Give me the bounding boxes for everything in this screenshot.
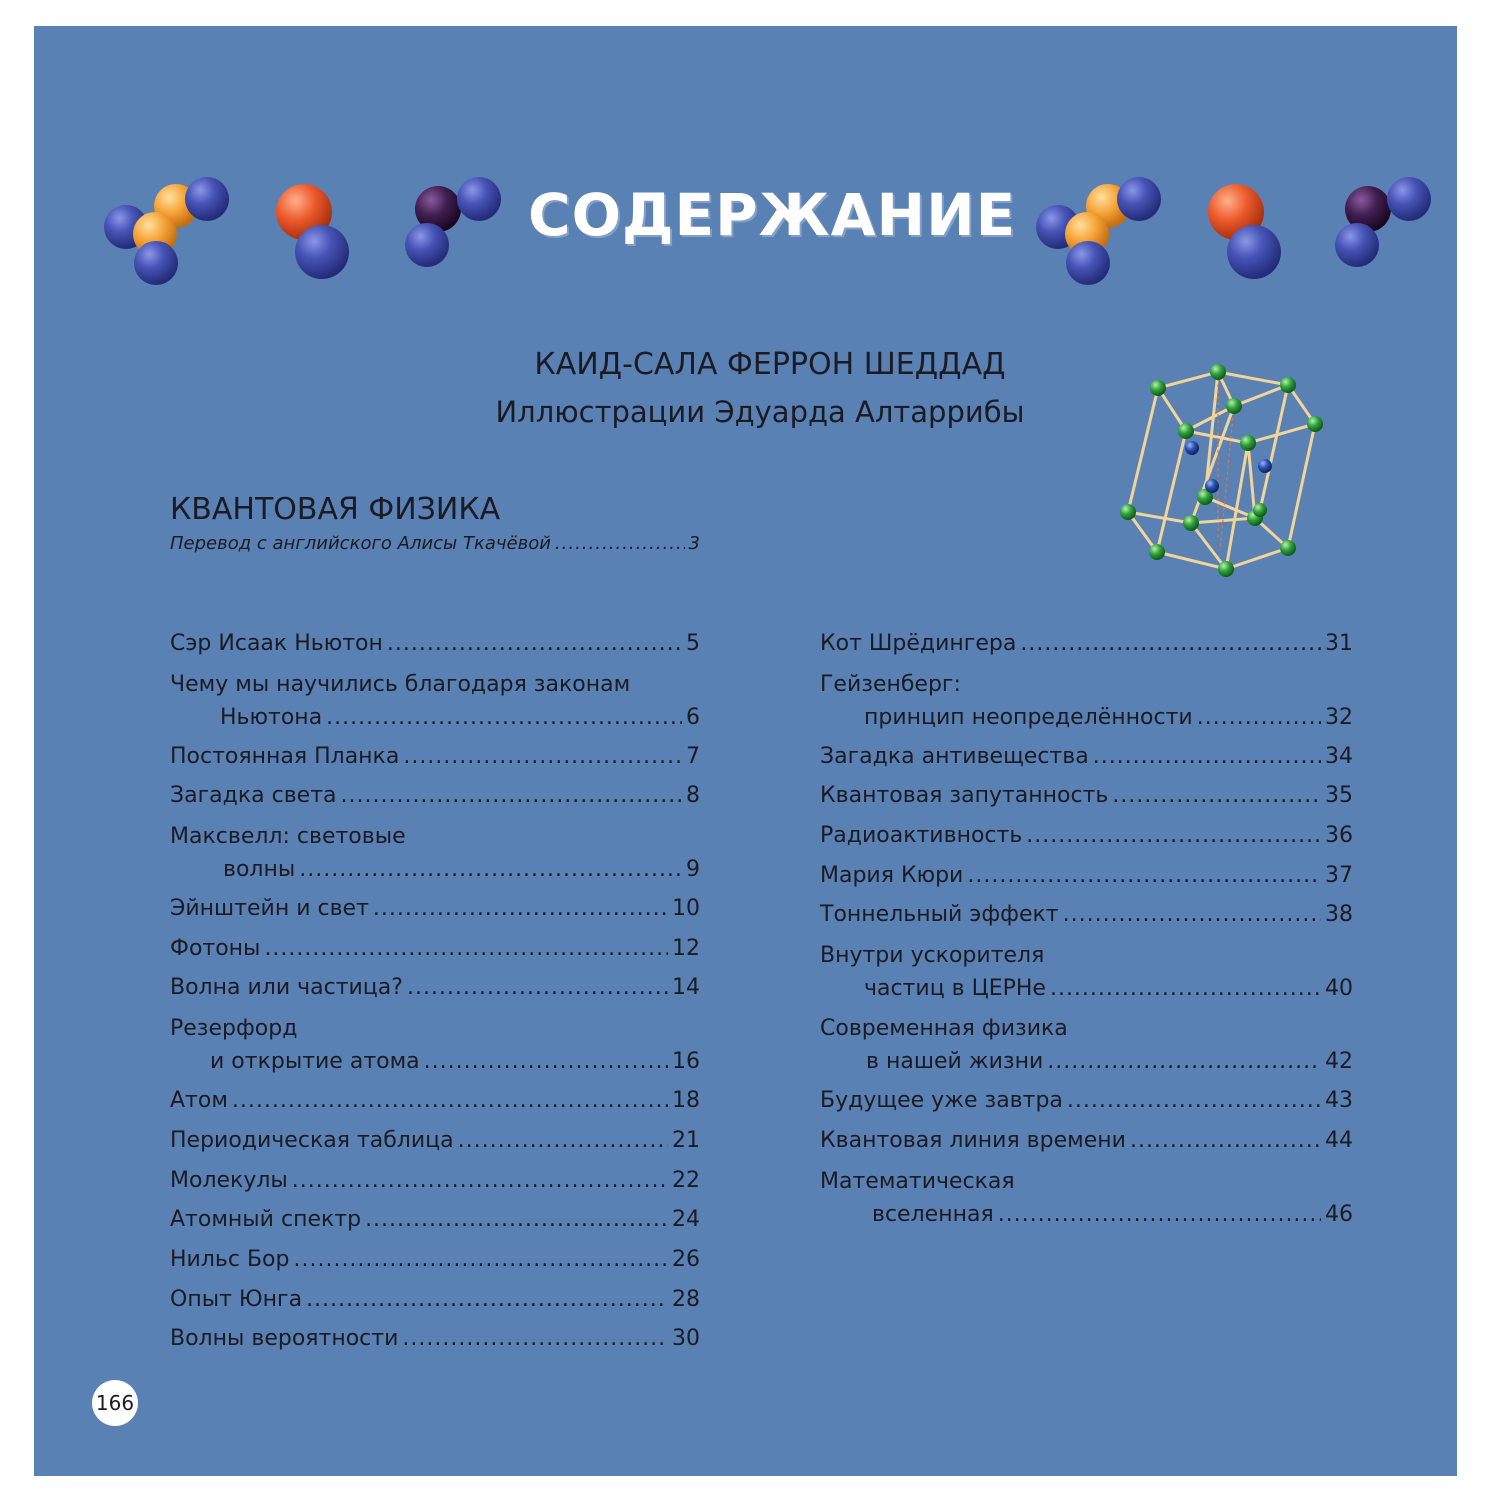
toc-entry-page: 18	[672, 1088, 700, 1114]
toc-entry-row	[170, 702, 700, 734]
dot-leader	[326, 702, 682, 734]
toc-entry-page: 35	[1325, 783, 1353, 809]
translator-page: 3	[688, 533, 700, 554]
toc-entry-title: Квантовая линия времени	[820, 1127, 1126, 1153]
toc-entry-row	[820, 1125, 1353, 1157]
page-heading: СОДЕРЖАНИЕ	[528, 181, 1017, 249]
toc-entry-page: 34	[1325, 743, 1353, 769]
toc-entry-title: Квантовая запутанность	[820, 783, 1109, 809]
toc-entry-row	[170, 1165, 700, 1197]
dot-leader	[1047, 1046, 1321, 1078]
toc-entry	[820, 939, 1353, 1012]
molecule-cluster-3	[405, 177, 501, 267]
dot-leader	[402, 1323, 668, 1355]
toc-right-column	[820, 628, 1353, 1238]
toc-entry-row	[170, 893, 700, 925]
toc-entry-page: 7	[686, 743, 700, 769]
toc-entry-page: 16	[672, 1049, 700, 1075]
toc-entry-page: 8	[686, 783, 700, 809]
dot-leader	[407, 972, 668, 1004]
toc-entry-row	[170, 972, 700, 1004]
toc-entry-row	[170, 1284, 700, 1316]
toc-entry	[820, 668, 1353, 741]
toc-entry	[820, 780, 1353, 820]
toc-entry-page: 6	[686, 704, 700, 730]
toc-entry	[170, 741, 700, 781]
toc-entry-title: Молекулы	[170, 1167, 288, 1193]
toc-entry-page: 38	[1325, 902, 1353, 928]
toc-entry-page: 24	[672, 1207, 700, 1233]
page-number: 166	[92, 1380, 138, 1426]
toc-entry-title: Тоннельный эффект	[820, 902, 1059, 928]
dot-leader	[1020, 628, 1321, 660]
toc-entry-title: в нашей жизни	[866, 1049, 1044, 1075]
translator-line	[170, 532, 700, 556]
dot-leader	[299, 854, 682, 886]
dot-leader	[341, 780, 683, 812]
toc-entry-row	[820, 628, 1353, 660]
toc-entry-page: 42	[1325, 1049, 1353, 1075]
toc-entry-title: Будущее уже завтра	[820, 1088, 1063, 1114]
toc-entry-title: Радиоактивность	[820, 823, 1023, 849]
toc-entry	[170, 628, 700, 668]
toc-entry-title-line1: Современная физика	[820, 1016, 1068, 1042]
toc-entry-row	[820, 1046, 1353, 1078]
toc-entry	[820, 899, 1353, 939]
toc-entry	[170, 933, 700, 973]
toc-entry	[170, 1323, 700, 1363]
toc-entry-row	[170, 780, 700, 812]
toc-entry-row	[170, 1085, 700, 1117]
toc-entry-row	[820, 820, 1353, 852]
dot-leader	[373, 893, 668, 925]
toc-entry-title: Мария Кюри	[820, 862, 964, 888]
author-name: КАИД-САЛА ФЕРРОН ШЕДДАД	[534, 347, 1006, 382]
dot-leader	[1063, 899, 1321, 931]
molecule-decorations	[0, 0, 1500, 320]
dot-leader	[1050, 973, 1321, 1005]
toc-entry-page: 37	[1325, 862, 1353, 888]
dot-leader	[387, 628, 682, 660]
toc-entry-title: Сэр Исаак Ньютон	[170, 631, 383, 656]
dot-leader	[424, 1046, 668, 1078]
toc-entry	[820, 741, 1353, 781]
toc-entry	[170, 1204, 700, 1244]
molecule-cluster-1	[104, 177, 229, 285]
toc-entry	[170, 1165, 700, 1205]
toc-entry	[820, 1012, 1353, 1085]
toc-entry-row	[820, 780, 1353, 812]
toc-entry-page: 21	[672, 1127, 700, 1153]
toc-entry-row	[170, 1125, 700, 1157]
toc-entry	[820, 1165, 1353, 1238]
toc-entry-title-line1: Резерфорд	[170, 1016, 298, 1042]
toc-entry-title-line1: Гейзенберг:	[820, 671, 961, 697]
dot-leader	[967, 860, 1321, 892]
dot-leader	[1067, 1085, 1321, 1117]
toc-entry-row	[170, 854, 700, 886]
dot-leader	[1130, 1125, 1321, 1157]
toc-entry-page: 44	[1325, 1127, 1353, 1153]
toc-entry-page: 26	[672, 1246, 700, 1272]
toc-entry-title-line1: Чему мы научились благодаря законам	[170, 671, 631, 697]
dot-leader	[1112, 780, 1321, 812]
toc-entry-title: Волны вероятности	[170, 1326, 399, 1352]
dot-leader	[293, 1244, 668, 1276]
dot-leader	[292, 1165, 668, 1197]
toc-entry-title: Атом	[170, 1088, 228, 1114]
toc-entry-page: 28	[672, 1286, 700, 1312]
dot-leader	[998, 1199, 1321, 1231]
toc-entry-row	[820, 973, 1353, 1005]
toc-entry	[820, 860, 1353, 900]
toc-entry-title: Нильс Бор	[170, 1246, 290, 1272]
toc-entry-row	[820, 899, 1353, 931]
toc-entry	[170, 668, 700, 741]
toc-entry-page: 30	[672, 1326, 700, 1352]
toc-entry-row	[820, 1199, 1353, 1231]
molecule-cluster-6	[1335, 177, 1431, 267]
toc-entry-row	[820, 1085, 1353, 1117]
toc-entry-row	[820, 702, 1353, 734]
dot-leader	[306, 1284, 668, 1316]
molecule-cluster-2	[276, 184, 349, 279]
toc-entry-page: 32	[1325, 704, 1353, 730]
toc-entry-title: частиц в ЦЕРНе	[864, 976, 1046, 1002]
toc-entry-row	[170, 628, 700, 660]
toc-entry	[170, 1244, 700, 1284]
toc-entry-title: Волна или частица?	[170, 975, 403, 1001]
toc-entry-title-line1: Максвелл: световые	[170, 824, 406, 850]
toc-entry-page: 14	[672, 975, 700, 1001]
dot-leader	[1093, 741, 1321, 773]
toc-entry-title: и открытие атома	[210, 1049, 420, 1075]
toc-entry-title-line1: Математическая	[820, 1168, 1015, 1194]
toc-entry-title: Загадка света	[170, 783, 337, 809]
toc-entry	[170, 1125, 700, 1165]
toc-entry-title: Фотоны	[170, 935, 261, 961]
toc-entry-page: 22	[672, 1167, 700, 1193]
dot-leader	[555, 532, 685, 556]
toc-entry-title: Ньютона	[220, 704, 323, 730]
dot-leader	[458, 1125, 668, 1157]
toc-entry	[820, 1125, 1353, 1165]
toc-entry	[170, 972, 700, 1012]
toc-entry-page: 9	[686, 857, 700, 883]
toc-entry-row	[170, 1244, 700, 1276]
toc-entry	[820, 1085, 1353, 1125]
toc-entry	[170, 893, 700, 933]
toc-entry-title: вселенная	[872, 1201, 994, 1227]
toc-entry	[820, 628, 1353, 668]
toc-entry	[170, 1012, 700, 1085]
toc-entry	[170, 820, 700, 893]
toc-entry-title: Эйнштейн и свет	[170, 896, 369, 922]
dot-leader	[365, 1204, 668, 1236]
illustrator-credit: Иллюстрации Эдуарда Алтаррибы	[495, 395, 1025, 429]
toc-entry-title: Постоянная Планка	[170, 743, 400, 769]
toc-entry-title: Кот Шрёдингера	[820, 631, 1017, 656]
toc-entry-row	[170, 741, 700, 773]
toc-entry-row	[820, 860, 1353, 892]
toc-entry-row	[170, 1046, 700, 1078]
toc-entry	[170, 1284, 700, 1324]
toc-entry-page: 10	[672, 896, 700, 922]
toc-entry	[820, 820, 1353, 860]
toc-entry-page: 31	[1325, 631, 1353, 656]
dot-leader	[1026, 820, 1321, 852]
toc-entry-page: 40	[1325, 976, 1353, 1002]
toc-entry-row	[170, 1323, 700, 1355]
toc-entry	[170, 780, 700, 820]
toc-entry-title: Загадка антивещества	[820, 743, 1089, 769]
toc-entry-page: 43	[1325, 1088, 1353, 1114]
toc-entry-row	[820, 741, 1353, 773]
dot-leader	[403, 741, 682, 773]
toc-entry-page: 36	[1325, 823, 1353, 849]
toc-entry-title: принцип неопределённости	[864, 704, 1193, 730]
toc-entry-title-line1: Внутри ускорителя	[820, 943, 1045, 969]
dot-leader	[264, 933, 668, 965]
toc-entry	[170, 1085, 700, 1125]
toc-entry-title: Опыт Юнга	[170, 1286, 303, 1312]
book-title: КВАНТОВАЯ ФИЗИКА	[170, 492, 501, 527]
toc-entry-title: волны	[223, 857, 296, 883]
dot-leader	[1197, 702, 1321, 734]
translator-credit: Перевод с английского Алисы Ткачёвой	[170, 533, 551, 554]
molecule-cluster-5	[1208, 184, 1281, 279]
toc-entry-page: 5	[686, 631, 700, 656]
dot-leader	[232, 1085, 668, 1117]
molecule-cluster-4	[1036, 177, 1161, 285]
toc-entry-page: 12	[672, 935, 700, 961]
toc-entry-row	[170, 933, 700, 965]
toc-left-column	[170, 628, 700, 1363]
toc-entry-title: Периодическая таблица	[170, 1127, 454, 1153]
toc-entry-page: 46	[1325, 1201, 1353, 1227]
crystal-lattice-illustration	[1110, 350, 1340, 590]
toc-entry-row	[170, 1204, 700, 1236]
toc-entry-title: Атомный спектр	[170, 1207, 362, 1233]
